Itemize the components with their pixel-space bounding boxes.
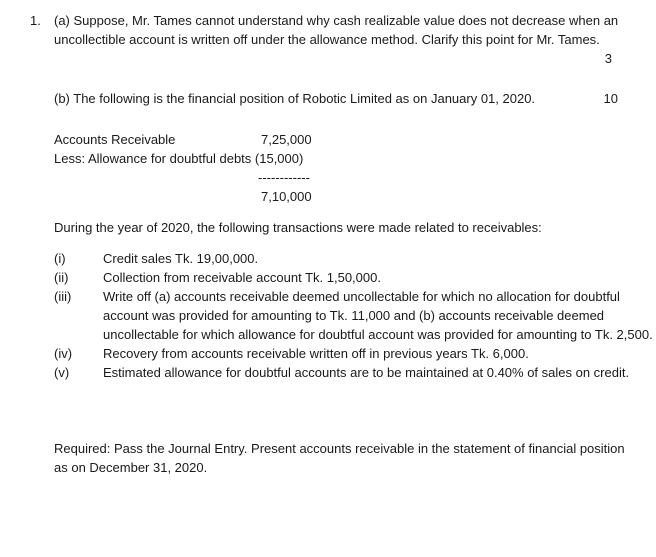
transaction-text: Collection from receivable account Tk. 1,50,000. (103, 270, 381, 285)
accounts-receivable-label: Accounts Receivable (54, 132, 176, 147)
transaction-number: (v) (54, 365, 70, 380)
part-a-text: (a) Suppose, Mr. Tames cannot understand why cash realizable value does not decrease when an uncollectible account is written off under the allowance method. Clarify this point for Mr. Tames. (54, 13, 619, 47)
question-number: 1. (30, 13, 41, 28)
allowance-label: Less: Allowance for doubtful debts (15,000) (54, 151, 304, 166)
net-realizable-value: 7,10,000 (261, 189, 312, 204)
transaction-number: (iv) (54, 346, 73, 361)
transaction-item (54, 287, 654, 344)
transaction-text: Recovery from accounts receivable written off in previous years Tk. 6,000. (103, 346, 529, 361)
subtotal-separator: ------------ (258, 170, 310, 185)
transaction-number: (iii) (54, 289, 72, 304)
part-a-marks: 3 (604, 51, 612, 66)
transaction-text: Credit sales Tk. 19,00,000. (103, 251, 259, 266)
transaction-item (54, 249, 654, 268)
part-b-marks: 10 (603, 91, 618, 106)
transaction-item (54, 344, 654, 363)
accounts-receivable-value: 7,25,000 (261, 132, 312, 147)
transaction-number: (ii) (54, 270, 69, 285)
transaction-text: Estimated allowance for doubtful accounts are to be maintained at 0.40% of sales on credit. (103, 365, 630, 380)
transaction-number: (i) (54, 251, 66, 266)
transaction-item (54, 268, 654, 287)
transactions-intro: During the year of 2020, the following transactions were made related to receivables: (54, 220, 542, 235)
transaction-item (54, 363, 654, 382)
transactions-list (54, 249, 654, 382)
transaction-text: Write off (a) accounts receivable deemed uncollectable for which no allocation for doubtful account was provided for amounting to Tk. 11,000 and (b) accounts receivable deemed uncollectable for which allowance for doubtful account was provided for amounting to Tk. 2,500. (103, 289, 653, 342)
required-instruction: Required: Pass the Journal Entry. Present accounts receivable in the statement of financial position as on December 31, 2020. (54, 441, 625, 475)
part-b-text: (b) The following is the financial position of Robotic Limited as on January 01, 2020. (54, 91, 536, 106)
